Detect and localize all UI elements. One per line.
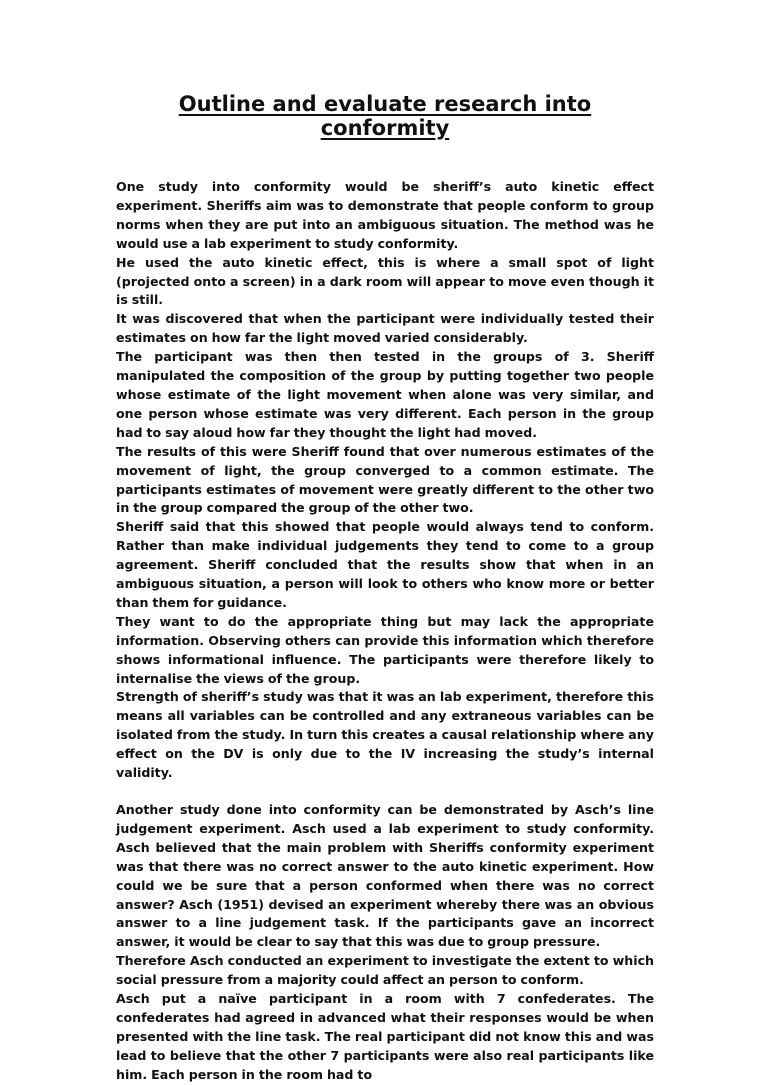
paragraph: Strength of sheriff’s study was that it was an lab experiment, therefore this means all variables can be controlled and any extraneous variables can be isolated from the study. In turn this creates a causal relationship where any effect on the DV is only due to the IV increasing the study’s internal validity.	[116, 689, 654, 781]
paragraph: He used the auto kinetic effect, this is where a small spot of light (projected onto a screen) in a dark room will appear to move even though it is still.	[116, 254, 654, 308]
paragraph: The participant was then then tested in the groups of 3. Sheriff manipulated the composition of the group by putting together two people whose estimate of the light movement when alone was very similar, and one person whose estimate was very different. Each person in the group had to say aloud how far they thought the light had moved.	[116, 349, 654, 440]
paragraph: Another study done into conformity can be demonstrated by Asch’s line judgement experiment. Asch used a lab experiment to study conformity. Asch believed that the main problem with Sheriffs conformity experiment was that there was no correct answer to the auto kinetic experiment. How could we be sure that a person conformed when there was no correct answer? Asch (1951) devised an experiment whereby there was an obvious answer to a line judgement task. If the participants gave an incorrect answer, it would be clear to say that this was due to group pressure.	[116, 802, 654, 950]
paragraph: They want to do the appropriate thing but may lack the appropriate information. Observing others can provide this information which therefore shows informational influence. The participants were therefore likely to internalise the views of the group.	[116, 613, 654, 686]
paragraph: Asch put a naïve participant in a room with 7 confederates. The confederates had agreed in advanced what their responses would be when presented with the line task. The real participant did not know this and was lead to believe that the other 7 participants were also real participants like him. Each person in the room had to	[116, 991, 654, 1082]
paragraph: One study into conformity would be sheriff’s auto kinetic effect experiment. Sheriffs aim was to demonstrate that people conform to group norms when they are put into an ambiguous situation. The method was he would use a lab experiment to study conformity.	[116, 179, 654, 251]
page-title: Outline and evaluate research into conformity	[178, 92, 592, 140]
paragraph: Therefore Asch conducted an experiment to investigate the extent to which social pressure from a majority could affect an person to conform.	[116, 953, 654, 988]
paragraph: It was discovered that when the participant were individually tested their estimates on how far the light moved varied considerably.	[116, 311, 654, 346]
paragraph: Sheriff said that this showed that people would always tend to conform. Rather than make individual judgements they tend to come to a group agreement. Sheriff concluded that the results show that when in an ambiguous situation, a person will look to others who know more or better than them for guidance.	[116, 519, 654, 610]
paragraph: The results of this were Sheriff found that over numerous estimates of the movement of light, the group converged to a common estimate. The participants estimates of movement were greatly different to the other two in the group compared the group of the other two.	[116, 443, 654, 516]
paragraph-gap	[116, 783, 654, 801]
